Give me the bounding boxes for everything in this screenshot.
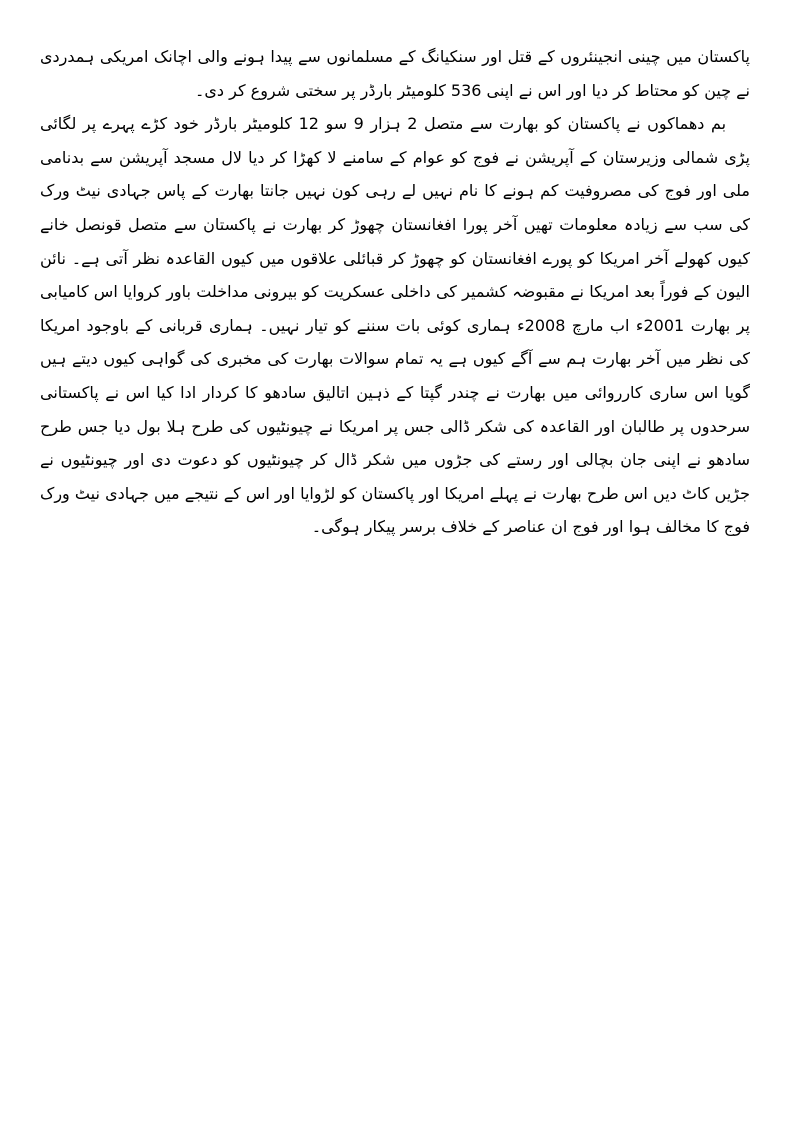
paragraph-1: پاکستان میں چینی انجینئروں کے قتل اور سنکیانگ کے مسلمانوں سے پیدا ہونے والی اچانک امریکی ہمدردی نے چین کو محتاط کر دیا اور اس نے اپنی 536 کلومیٹر بارڈر پر سختی شروع کر دی۔ bbox=[40, 47, 750, 100]
paragraph-2: بم دھماکوں نے پاکستان کو بھارت سے متصل 2 ہزار 9 سو 12 کلومیٹر بارڈر خود کڑے پہرے پر لگائی پڑی شمالی وزیرستان کے آپریشن نے فوج کو عوام کے سامنے لا کھڑا کر دیا لال مسجد آپریشن سے بدنامی ملی اور فوج کی مصروفیت کم ہونے کا نام نہیں لے رہی کون نہیں جانتا بھارت کے پاس جہادی نیٹ ورک کی سب سے زیادہ معلومات تھیں آخر پورا افغانستان چھوڑ کر بھارت نے پاکستان سے متصل قونصل خانے کیوں کھولے آخر امریکا کو پورے افغانستان کو چھوڑ کر قبائلی علاقوں میں کیوں القاعدہ نظر آتی ہے۔ نائن الیون کے فوراً بعد امریکا نے مقبوضہ کشمیر کی داخلی عسکریت کو بیرونی مداخلت باور کروایا اس کامیابی پر بھارت 2001ء اب مارچ 2008ء ہماری کوئی بات سننے کو تیار نہیں۔ ہماری قربانی کے باوجود امریکا کی نظر میں آخر بھارت ہم سے آگے کیوں ہے یہ تمام سوالات بھارت کی مخبری کی گواہی کیوں دیتے ہیں گویا اس ساری کارروائی میں بھارت نے چندر گپتا کے ذہین اتالیق سادھو کا کردار ادا کیا اس نے پاکستانی سرحدوں پر طالبان اور القاعدہ کی شکر ڈالی جس پر امریکا نے چیونٹیوں کی طرح ہلا بول دیا جس طرح سادھو نے اپنی جان بچالی اور رستے کی جڑوں میں شکر ڈال کر چیونٹیوں کو دعوت دی اور چیونٹیوں نے جڑیں کاٹ دیں اس طرح بھارت نے پہلے امریکا اور پاکستان کو لڑوایا اور اس کے نتیجے میں جہادی نیٹ ورک فوج کا مخالف ہوا اور فوج ان عناصر کے خلاف برسر پیکار ہوگی۔ bbox=[40, 114, 750, 537]
article-body bbox=[40, 40, 750, 544]
